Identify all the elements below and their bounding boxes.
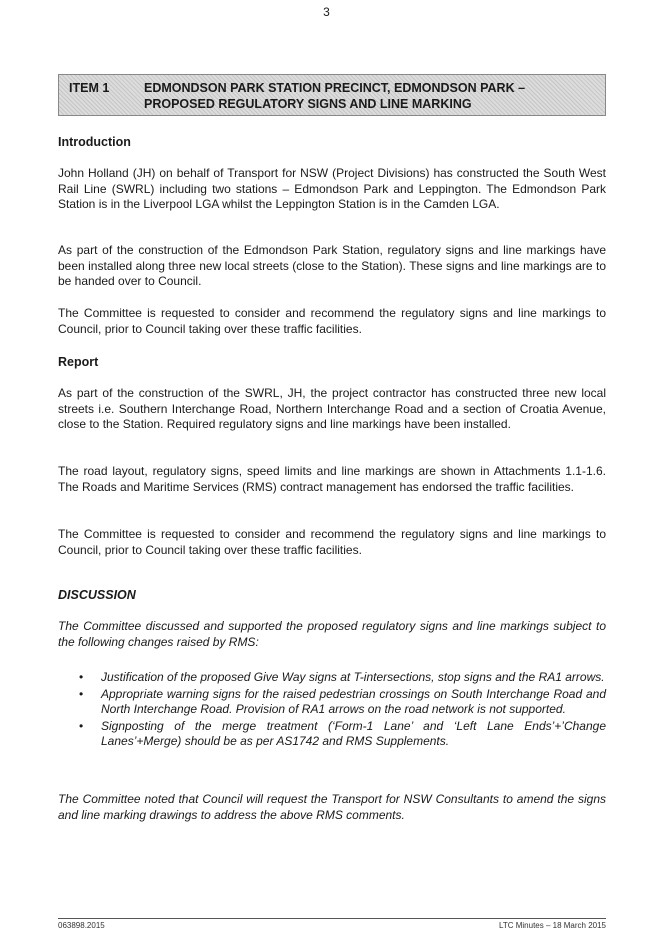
footer-minutes-date: LTC Minutes – 18 March 2015 — [498, 921, 606, 930]
bullet-icon: • — [79, 718, 84, 733]
bullet-text: Signposting of the merge treatment (‘Form-1 Lane’ and ‘Left Lane Ends’+’Change Lanes’+Merge) should be as per AS1742 and RMS Supplements. — [101, 718, 606, 748]
footer-divider — [58, 918, 606, 919]
list-item — [58, 687, 606, 718]
discussion-bullet-list — [58, 670, 606, 751]
item-number: ITEM 1 — [69, 81, 110, 95]
bullet-icon: • — [79, 670, 84, 684]
list-item — [58, 719, 606, 750]
bullet-text: Appropriate warning signs for the raised pedestrian crossings on South Interchange Road and North Interchange Road. Provision of RA1 arrows on the road network is not supported. — [101, 686, 606, 716]
report-paragraph-3: The Committee is requested to consider and recommend the regulatory signs and line markings to Council, prior to Council taking over these traffic facilities. — [58, 527, 606, 557]
footer-document-id: 063898.2015 — [58, 921, 105, 930]
item-title-line-1: EDMONDSON PARK STATION PRECINCT, EDMONDSON PARK – — [144, 81, 526, 95]
list-item — [58, 670, 606, 686]
introduction-paragraph-3: The Committee is requested to consider and recommend the regulatory signs and line markings to Council, prior to Council taking over these traffic facilities. — [58, 306, 606, 336]
item-banner — [58, 74, 606, 116]
item-title-line-2: PROPOSED REGULATORY SIGNS AND LINE MARKING — [144, 97, 472, 111]
report-heading: Report — [58, 355, 99, 369]
discussion-intro: The Committee discussed and supported the proposed regulatory signs and line markings subject to the following changes raised by RMS: — [58, 619, 606, 649]
page-number: 3 — [323, 5, 330, 19]
introduction-heading: Introduction — [58, 135, 131, 149]
report-paragraph-1: As part of the construction of the SWRL, JH, the project contractor has constructed three new local streets i.e. Southern Interchange Road, Northern Interchange Road and a section of Croatia Avenue, close to the Station. Required regulatory signs and line markings have been installed. — [58, 386, 606, 431]
introduction-paragraph-2: As part of the construction of the Edmondson Park Station, regulatory signs and line markings have been installed along three new local streets (close to the Station). These signs and line markings are to be handed over to Council. — [58, 243, 606, 288]
bullet-text: Justification of the proposed Give Way signs at T-intersections, stop signs and the RA1 arrows. — [101, 670, 605, 684]
bullet-icon: • — [79, 686, 84, 701]
introduction-paragraph-1: John Holland (JH) on behalf of Transport for NSW (Project Divisions) has constructed the South West Rail Line (SWRL) including two stations – Edmondson Park and Leppington. The Edmondson Park Station is in the Liverpool LGA whilst the Leppington Station is in the Camden LGA. — [58, 166, 606, 211]
report-paragraph-2: The road layout, regulatory signs, speed limits and line markings are shown in Attachments 1.1-1.6. The Roads and Maritime Services (RMS) contract management has endorsed the traffic facilities. — [58, 464, 606, 494]
discussion-closing: The Committee noted that Council will request the Transport for NSW Consultants to amend the signs and line marking drawings to address the above RMS comments. — [58, 792, 606, 822]
discussion-heading: DISCUSSION — [58, 588, 136, 602]
